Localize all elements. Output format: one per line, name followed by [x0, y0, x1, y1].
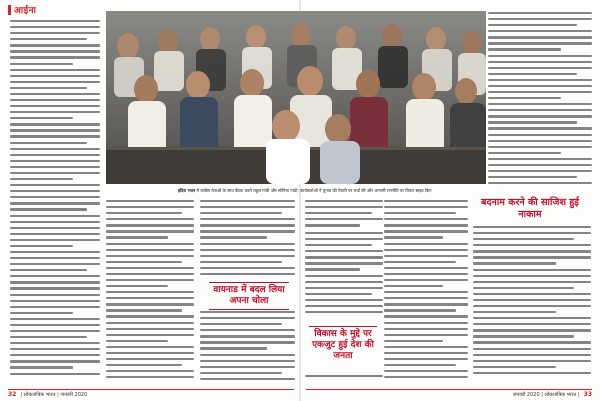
pull-quote-rule: [209, 282, 288, 283]
footer-left: [8, 391, 87, 399]
caption-bold: इंदिरा भवन: [178, 188, 196, 193]
section-tag: [8, 4, 36, 15]
text-lines: [10, 20, 100, 375]
page-number-right: 33: [583, 391, 592, 398]
footer-rule-left: [8, 389, 294, 390]
left-col-3b: [200, 311, 295, 386]
pull-quote-left: [205, 280, 293, 312]
footer-right: [513, 391, 592, 399]
right-col-1b: [305, 232, 383, 322]
group-photo-icon: [106, 11, 486, 184]
right-col-1-top: [305, 190, 383, 198]
footer-right-text: जनवरी 2020 | लोकतांत्रिक भारत |: [512, 392, 580, 398]
left-col-1: [10, 20, 100, 386]
group-photo: [106, 11, 486, 184]
caption-text: में कांग्रेस नेताओं के साथ बैठक करते राहुल गांधी और सोनिया गांधी; कार्यकर्ताओं ने चुनाव की तैयारी पर चर्चा की और आगामी रणनीति पर विचार साझा किए: [195, 188, 432, 193]
section-label: आईना: [14, 6, 37, 16]
left-col-2: [106, 200, 194, 386]
subheading: बदनाम करने की साजिश हुई नाकाम: [481, 197, 579, 220]
pull-quote-rule: [309, 326, 377, 327]
footer-left-text: | लोकतांत्रिक भारत | जनवरी 2020: [20, 392, 88, 398]
pull-quote-left-text: वायनाड में बदल लिया अपना चोला: [213, 285, 285, 306]
right-col-1c: [305, 375, 383, 385]
right-col-3: [488, 12, 592, 192]
right-col-3b: [473, 226, 591, 386]
left-col-3: [200, 200, 295, 278]
page-number-left: 32: [8, 391, 17, 398]
pull-quote-rule: [209, 309, 288, 310]
right-col-1: [305, 200, 383, 230]
pull-quote-right: [305, 324, 381, 362]
right-col-2b: [384, 200, 468, 386]
pull-quote-right-text: विकास के मुद्दे पर एकजुट हुई देश की जनता: [312, 329, 374, 361]
section-tag-bar: [8, 5, 11, 15]
footer-rule-right: [306, 389, 592, 390]
